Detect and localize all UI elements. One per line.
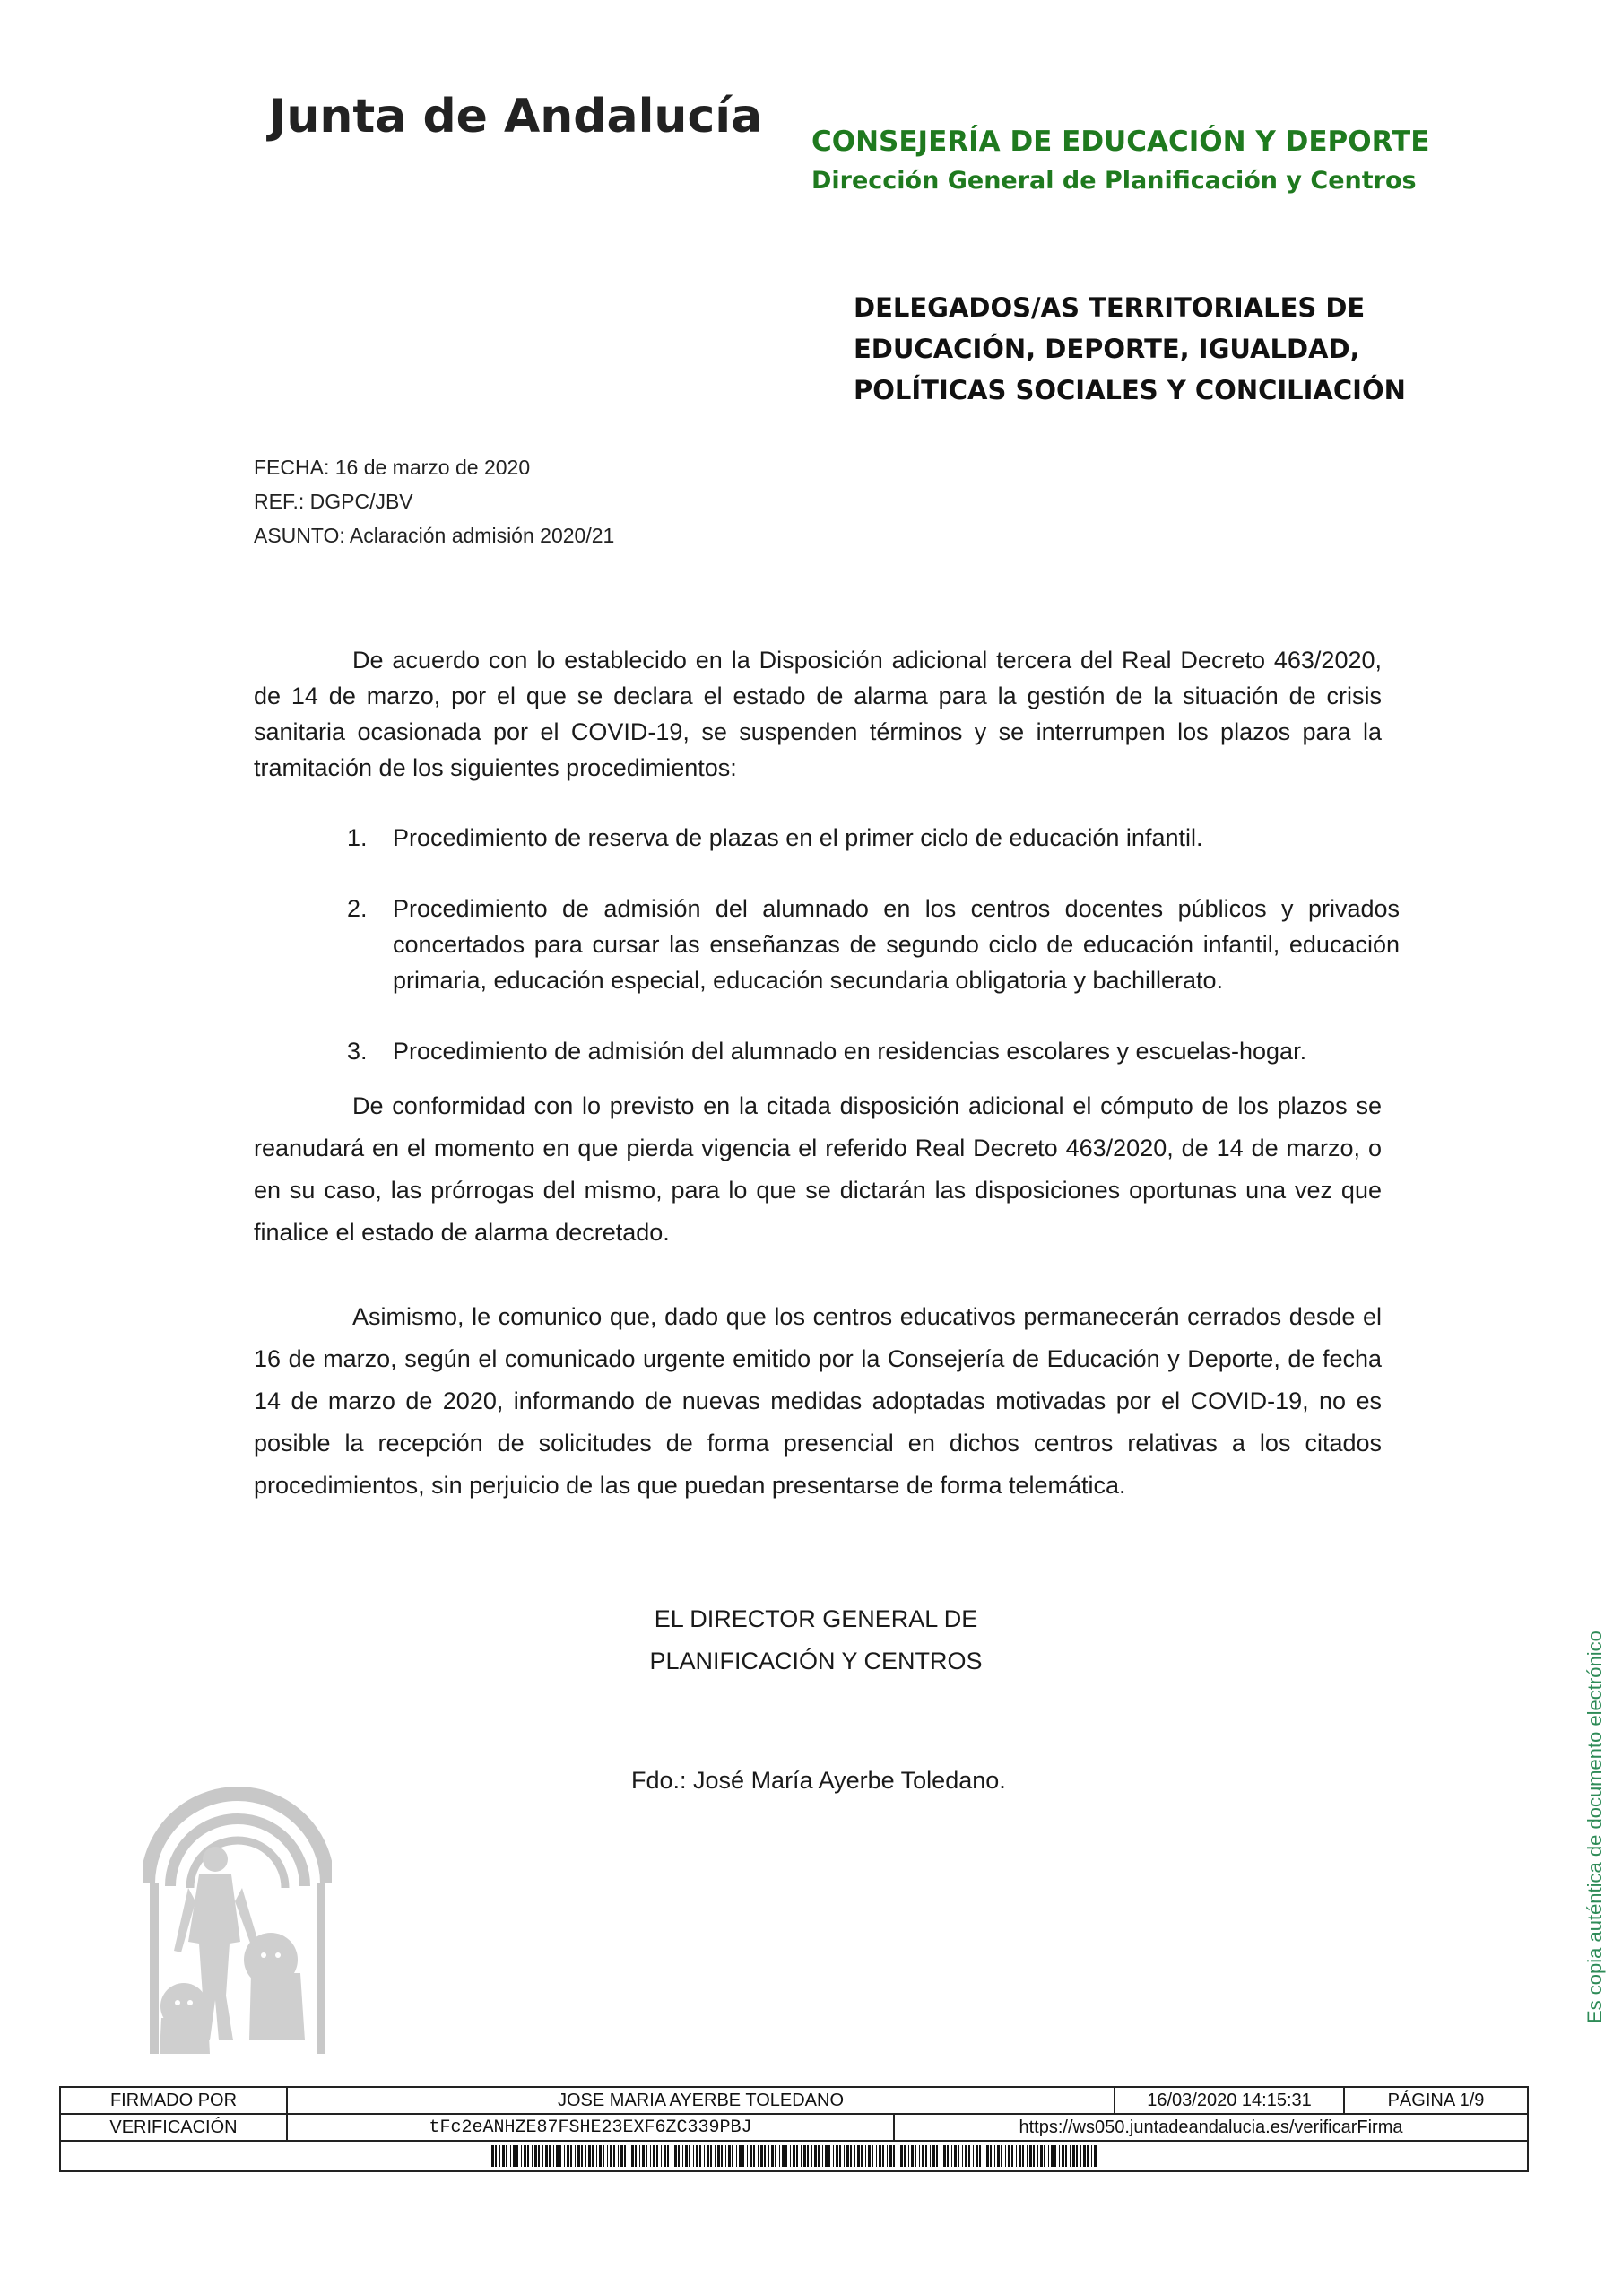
direccion-heading: Dirección General de Planificación y Centros (811, 167, 1417, 195)
table-row (61, 2088, 1527, 2115)
firmado-value: JOSE MARIA AYERBE TOLEDANO (288, 2088, 1115, 2113)
verification-code: tFc2eANHZE87FSHE23EXF6ZC339PBJ (288, 2115, 895, 2140)
recipient-line: EDUCACIÓN, DEPORTE, IGUALDAD, (854, 334, 1360, 364)
procedures-list (254, 820, 1400, 1069)
list-item (254, 1033, 1400, 1069)
barcode-cell (61, 2142, 1527, 2170)
signer-name: Fdo.: José María Ayerbe Toledano. (631, 1767, 1006, 1794)
list-item-text: Procedimiento de reserva de plazas en el primer ciclo de educación infantil. (393, 824, 1203, 851)
asunto-field: ASUNTO: Aclaración admisión 2020/21 (254, 524, 615, 547)
recipient-line: POLÍTICAS SOCIALES Y CONCILIACIÓN (854, 375, 1406, 405)
list-item (254, 891, 1400, 998)
table-row (61, 2142, 1527, 2170)
fecha-field: FECHA: 16 de marzo de 2020 (254, 456, 531, 479)
page-indicator: PÁGINA 1/9 (1387, 2090, 1485, 2110)
firmado-label: FIRMADO POR (61, 2088, 288, 2113)
verificacion-label: VERIFICACIÓN (61, 2115, 288, 2140)
table-row (61, 2115, 1527, 2142)
signature-verification-table (59, 2086, 1529, 2172)
signature-title-line: EL DIRECTOR GENERAL DE (654, 1605, 978, 1632)
andalucia-emblem-icon (143, 1726, 332, 2058)
signature-title (628, 1598, 1004, 1683)
list-item (254, 820, 1400, 856)
recipient-line: DELEGADOS/AS TERRITORIALES DE (854, 292, 1366, 323)
document-metadata (254, 450, 614, 552)
paragraph-2: De conformidad con lo previsto en la citada disposición adicional el cómputo de los plazos se reanudará en el momento en que pierda vigencia el referido Real Decreto 463/2020, de 14 de marzo, o en su caso, las prórrogas del mismo, para lo que se dictarán las disposiciones oportunas una vez que finalice el estado de alarma decretado. (254, 1092, 1382, 1246)
institution-logo-text: Junta de Andalucía (269, 90, 763, 144)
list-item-text: Procedimiento de admisión del alumnado en residencias escolares y escuelas-hogar. (393, 1038, 1307, 1065)
list-item-number: 2. (347, 895, 368, 922)
signature-timestamp: 16/03/2020 14:15:31 (1115, 2088, 1345, 2113)
list-item-number: 3. (347, 1038, 368, 1065)
ref-field: REF.: DGPC/JBV (254, 490, 413, 513)
authentic-copy-note: Es copia auténtica de documento electrónico (1583, 1631, 1606, 2023)
consejeria-heading: CONSEJERÍA DE EDUCACIÓN Y DEPORTE (811, 126, 1430, 158)
document-body (254, 642, 1400, 1507)
recipient-block (854, 287, 1481, 411)
barcode-icon (490, 2144, 1099, 2168)
signature-title-line: PLANIFICACIÓN Y CENTROS (649, 1648, 983, 1674)
intro-paragraph: De acuerdo con lo establecido en la Disposición adicional tercera del Real Decreto 463/2020, de 14 de marzo, por el que se declara el estado de alarma para la gestión de la situación de crisis sanitaria ocasionada por el COVID-19, se suspenden términos y se interrumpen los plazos para la tramitación de los siguientes procedimientos: (254, 647, 1382, 781)
list-item-number: 1. (347, 824, 368, 851)
paragraph-3: Asimismo, le comunico que, dado que los centros educativos permanecerán cerrados desde el 16 de marzo, según el comunicado urgente emitido por la Consejería de Educación y Deporte, de fecha 14 de marzo de 2020, informando de nuevas medidas adoptadas motivadas por el COVID-19, no es posible la recepción de solicitudes de forma presencial en dichos centros relativas a los citados procedimientos, sin perjuicio de las que puedan presentarse de forma telemática. (254, 1303, 1382, 1499)
list-item-text: Procedimiento de admisión del alumnado en los centros docentes públicos y privados concertados para cursar las enseñanzas de segundo ciclo de educación infantil, educación primaria, educación especial, educación secundaria obligatoria y bachillerato. (393, 895, 1400, 994)
verification-url[interactable]: https://ws050.juntadeandalucia.es/verificarFirma (1019, 2117, 1403, 2137)
